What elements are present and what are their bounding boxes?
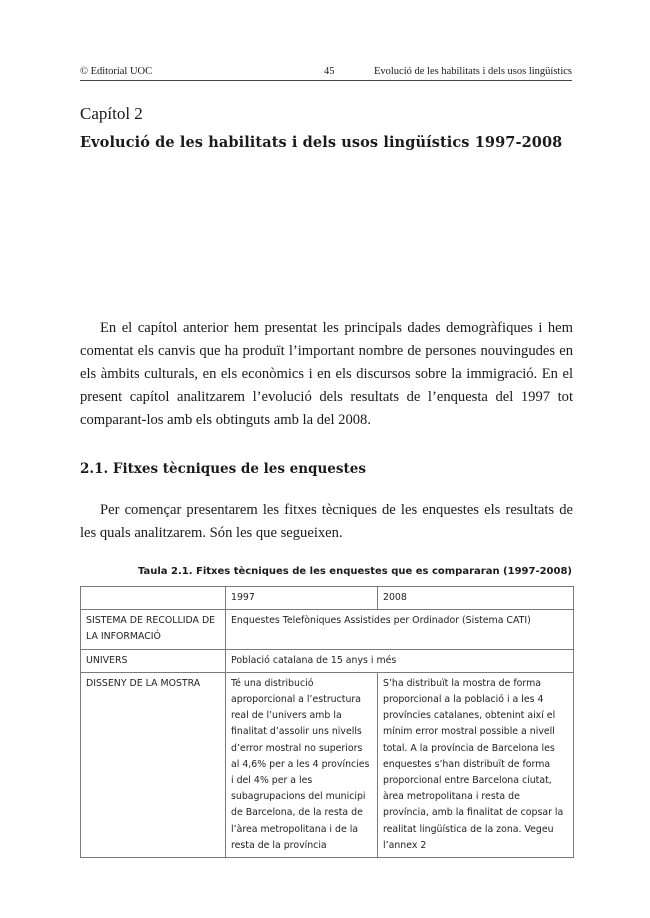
row-merged-value: Enquestes Telefòniques Assistides per Ordinador (Sistema CATI) [226, 610, 574, 649]
header-cell-empty [81, 587, 226, 610]
page-number: 45 [324, 66, 335, 77]
running-title: Evolució de les habilitats i dels usos lingüístics [373, 66, 572, 77]
intro-paragraph: En el capítol anterior hem presentat les principals dades demogràfiques i hem comentat els canvis que ha produït l’important nombre de persones nouvingudes en els àmbits culturals, en els econòmics i en els discursos sobre la immigració. En el present capítol analitzarem l’evolució dels resultats de l’enquesta del 1997 tot comparant-los amb els obtinguts amb la del 2008. [80, 320, 573, 428]
header-cell-2008: 2008 [378, 587, 574, 610]
technical-sheet-table [80, 586, 574, 858]
table-row [81, 649, 574, 672]
row-merged-value: Població catalana de 15 anys i més [226, 649, 574, 672]
publisher-label: © Editorial UOC [80, 66, 153, 77]
table-row [81, 672, 574, 857]
row-label: UNIVERS [81, 649, 226, 672]
table-caption: Taula 2.1. Fitxes tècniques de les enquestes que es compararan (1997-2008) [137, 566, 572, 577]
running-head [80, 64, 572, 81]
header-cell-1997: 1997 [226, 587, 378, 610]
chapter-label: Capítol 2 [80, 104, 143, 123]
chapter-title: Evolució de les habilitats i dels usos lingüístics 1997-2008 [80, 134, 563, 151]
section-heading: 2.1. Fitxes tècniques de les enquestes [80, 461, 366, 477]
row-value-2008: S’ha distribuït la mostra de forma proporcional a la població i a les 4 províncies catalanes, obtenint així el mínim error mostral possible a nivell total. A la província de Barcelona les enquestes s’han distribuït de forma proporcional entre Barcelona ciutat, àrea metropolitana i resta de província, amb la finalitat de copsar la realitat lingüística de la zona. Vegeu l’annex 2 [378, 672, 574, 857]
section-paragraph: Per començar presentarem les fitxes tècniques de les enquestes els resultats de les quals analitzarem. Són les que segueixen. [80, 502, 573, 541]
row-value-1997: Té una distribució aproporcional a l’estructura real de l’univers amb la finalitat d’assolir uns nivells d’error mostral no superiors al 4,6% per a les 4 províncies i del 4% per a les subagrupacions del municipi de Barcelona, de la resta de l’àrea metropolitana i de la resta de la província [226, 672, 378, 857]
table-header-row [81, 587, 574, 610]
row-label: SISTEMA DE RECOLLIDA DE LA INFORMACIÓ [81, 610, 226, 649]
table-row [81, 610, 574, 649]
row-label: DISSENY DE LA MOSTRA [81, 672, 226, 857]
